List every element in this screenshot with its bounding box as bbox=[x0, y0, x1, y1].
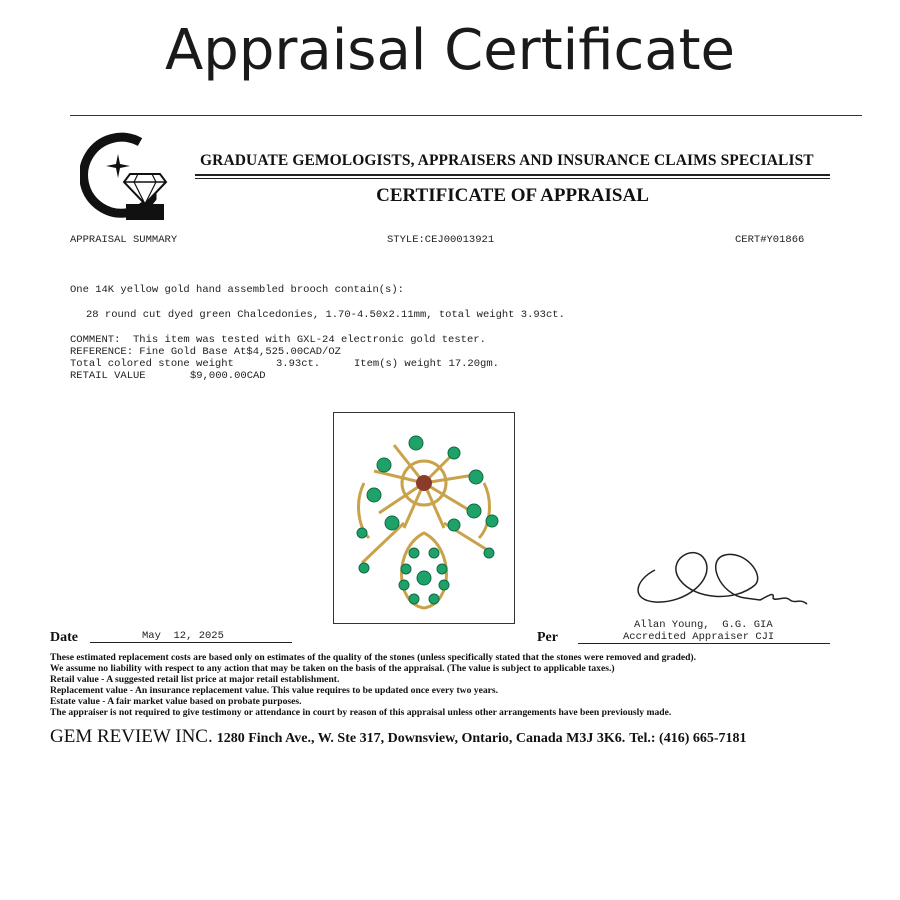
disclaimer-line: Estate value - A fair market value based on probate purposes. bbox=[50, 696, 302, 707]
company-name: GEM REVIEW INC. bbox=[50, 726, 213, 747]
header-rule-thin bbox=[195, 178, 830, 179]
company-address: 1280 Finch Ave., W. Ste 317, Downsview, Ontario, Canada M3J 3K6. bbox=[216, 731, 626, 746]
top-divider bbox=[70, 115, 862, 116]
stone-weight-label: Total colored stone weight bbox=[70, 358, 234, 370]
disclaimer-line: The appraiser is not required to give testimony or attendance in court by reason of this appraisal unless other arrangements have been previously made. bbox=[50, 707, 672, 718]
date-label: Date bbox=[50, 630, 78, 645]
retail-value-amount: $9,000.00CAD bbox=[190, 370, 266, 382]
disclaimer-line: We assume no liability with respect to any action that may be taken on the basis of the appraisal. (The value is subject to applicable taxes.) bbox=[50, 663, 615, 674]
header-rule bbox=[195, 174, 830, 176]
retail-value-label: RETAIL VALUE bbox=[70, 370, 146, 382]
comment-line: COMMENT: This item was tested with GXL-24 electronic gold tester. bbox=[70, 334, 486, 346]
stone-description: 28 round cut dyed green Chalcedonies, 1.70-4.50x2.11mm, total weight 3.93ct. bbox=[86, 309, 565, 321]
appraiser-name: Allan Young, G.G. GIA bbox=[634, 619, 773, 631]
item-weight: Item(s) weight 17.20gm. bbox=[354, 358, 499, 370]
reference-line: REFERENCE: Fine Gold Base At$4,525.00CAD/OZ bbox=[70, 346, 341, 358]
date-value: May 12, 2025 bbox=[142, 630, 224, 642]
style-number: STYLE:CEJ00013921 bbox=[387, 234, 495, 246]
disclaimer-line: Replacement value - An insurance replacement value. This value requires to be updated once every two years. bbox=[50, 685, 499, 696]
per-label: Per bbox=[537, 630, 558, 645]
brooch-photo bbox=[333, 412, 515, 624]
gem-logo-icon bbox=[80, 128, 172, 224]
stone-weight-value: 3.93ct. bbox=[276, 358, 321, 370]
appraiser-title: Accredited Appraiser CJI bbox=[623, 631, 775, 643]
brooch-illustration bbox=[334, 413, 514, 623]
company-footer bbox=[50, 726, 747, 748]
signature-scribble bbox=[625, 540, 815, 615]
page-title: Appraisal Certificate bbox=[164, 18, 736, 83]
organization-name: GRADUATE GEMOLOGISTS, APPRAISERS AND INSURANCE CLAIMS SPECIALIST bbox=[200, 152, 814, 169]
signature-line bbox=[578, 643, 830, 644]
certificate-heading: CERTIFICATE OF APPRAISAL bbox=[376, 185, 649, 206]
certificate-number: CERT#Y01866 bbox=[735, 234, 805, 246]
disclaimer-line: These estimated replacement costs are based only on estimates of the quality of the stones (unless specifically stated that the stones were removed and graded). bbox=[50, 652, 697, 663]
date-line bbox=[90, 642, 292, 643]
summary-label: APPRAISAL SUMMARY bbox=[70, 234, 178, 246]
company-phone: Tel.: (416) 665-7181 bbox=[629, 731, 747, 746]
item-description: One 14K yellow gold hand assembled brooch contain(s): bbox=[70, 284, 404, 296]
center-stone bbox=[416, 475, 432, 491]
disclaimer-line: Retail value - A suggested retail list price at major retail establishment. bbox=[50, 674, 340, 685]
